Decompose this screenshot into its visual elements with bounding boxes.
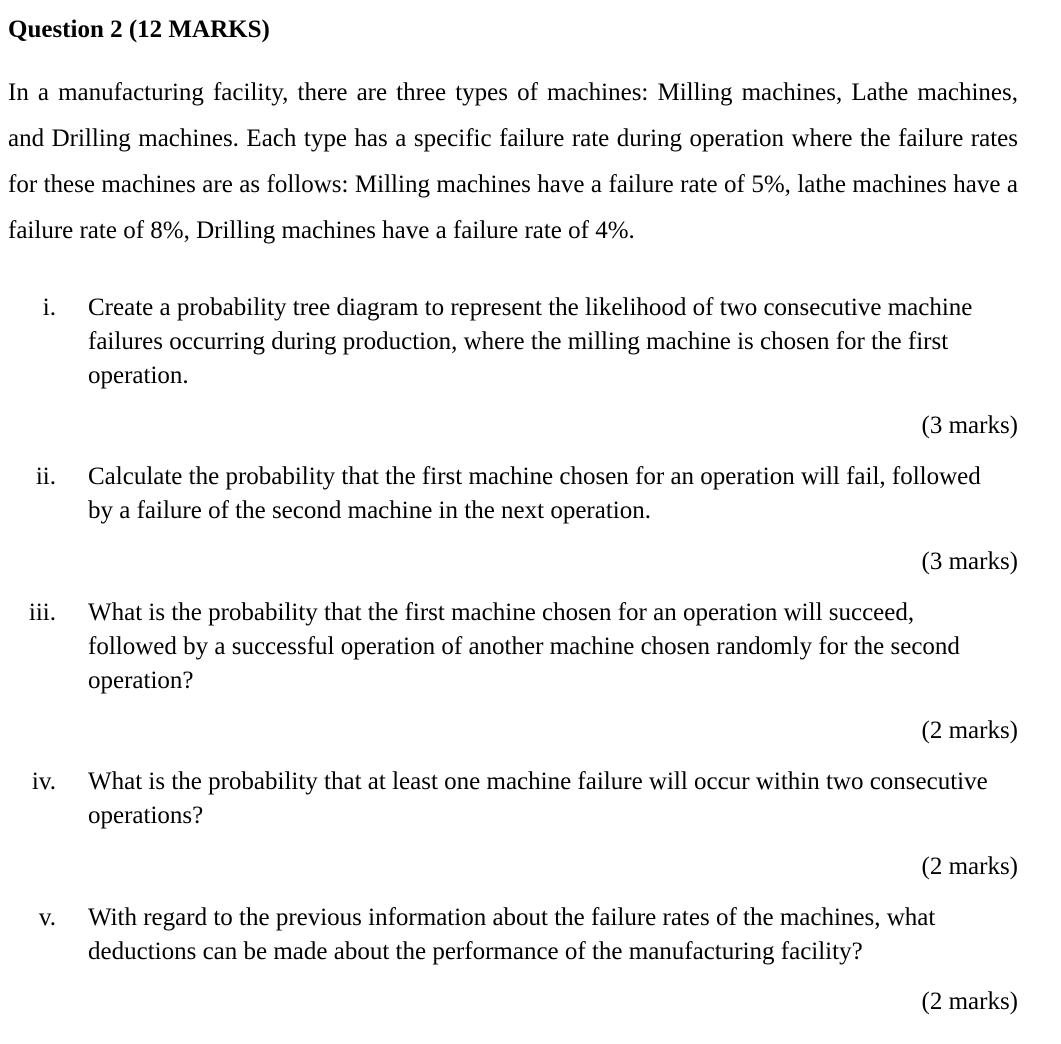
sub-question-numeral: ii. — [35, 463, 56, 490]
sub-question-text: Calculate the probability that the first machine chosen for an operation will fail, followed by a failure of the second machine in the next operation. — [88, 463, 981, 524]
marks-label: (2 marks) — [921, 717, 1018, 744]
marks-label: (3 marks) — [921, 548, 1018, 575]
question-intro: In a manufacturing facility, there are three types of machines: Milling machines, Lathe machines, and Drilling machines. Each type has a specific failure rate during operation where the failure rates for these machines are as follows: Milling machines have a failure rate of 5%, lathe machines have a failure rate of 8%, Drilling machines have a failure rate of 4%. — [8, 79, 1018, 244]
sub-question-numeral: iii. — [28, 599, 56, 626]
sub-question-numeral: v. — [38, 904, 56, 931]
marks-label: (2 marks) — [921, 988, 1018, 1015]
sub-question-numeral: i. — [42, 294, 56, 321]
sub-question-text: Create a probability tree diagram to represent the likelihood of two consecutive machine failures occurring during production, where the milling machine is chosen for the first operation. — [88, 294, 973, 389]
sub-question-text: What is the probability that at least one machine failure will occur within two consecutive operations? — [88, 768, 988, 829]
sub-question-numeral: iv. — [31, 768, 56, 795]
question-title: Question 2 (12 MARKS) — [8, 16, 270, 43]
marks-label: (3 marks) — [921, 412, 1018, 439]
sub-question-text: What is the probability that the first machine chosen for an operation will succeed, followed by a successful operation of another machine chosen randomly for the second operation? — [88, 599, 960, 694]
marks-label: (2 marks) — [921, 853, 1018, 880]
sub-question-text: With regard to the previous information about the failure rates of the machines, what deductions can be made about the performance of the manufacturing facility? — [88, 904, 936, 965]
